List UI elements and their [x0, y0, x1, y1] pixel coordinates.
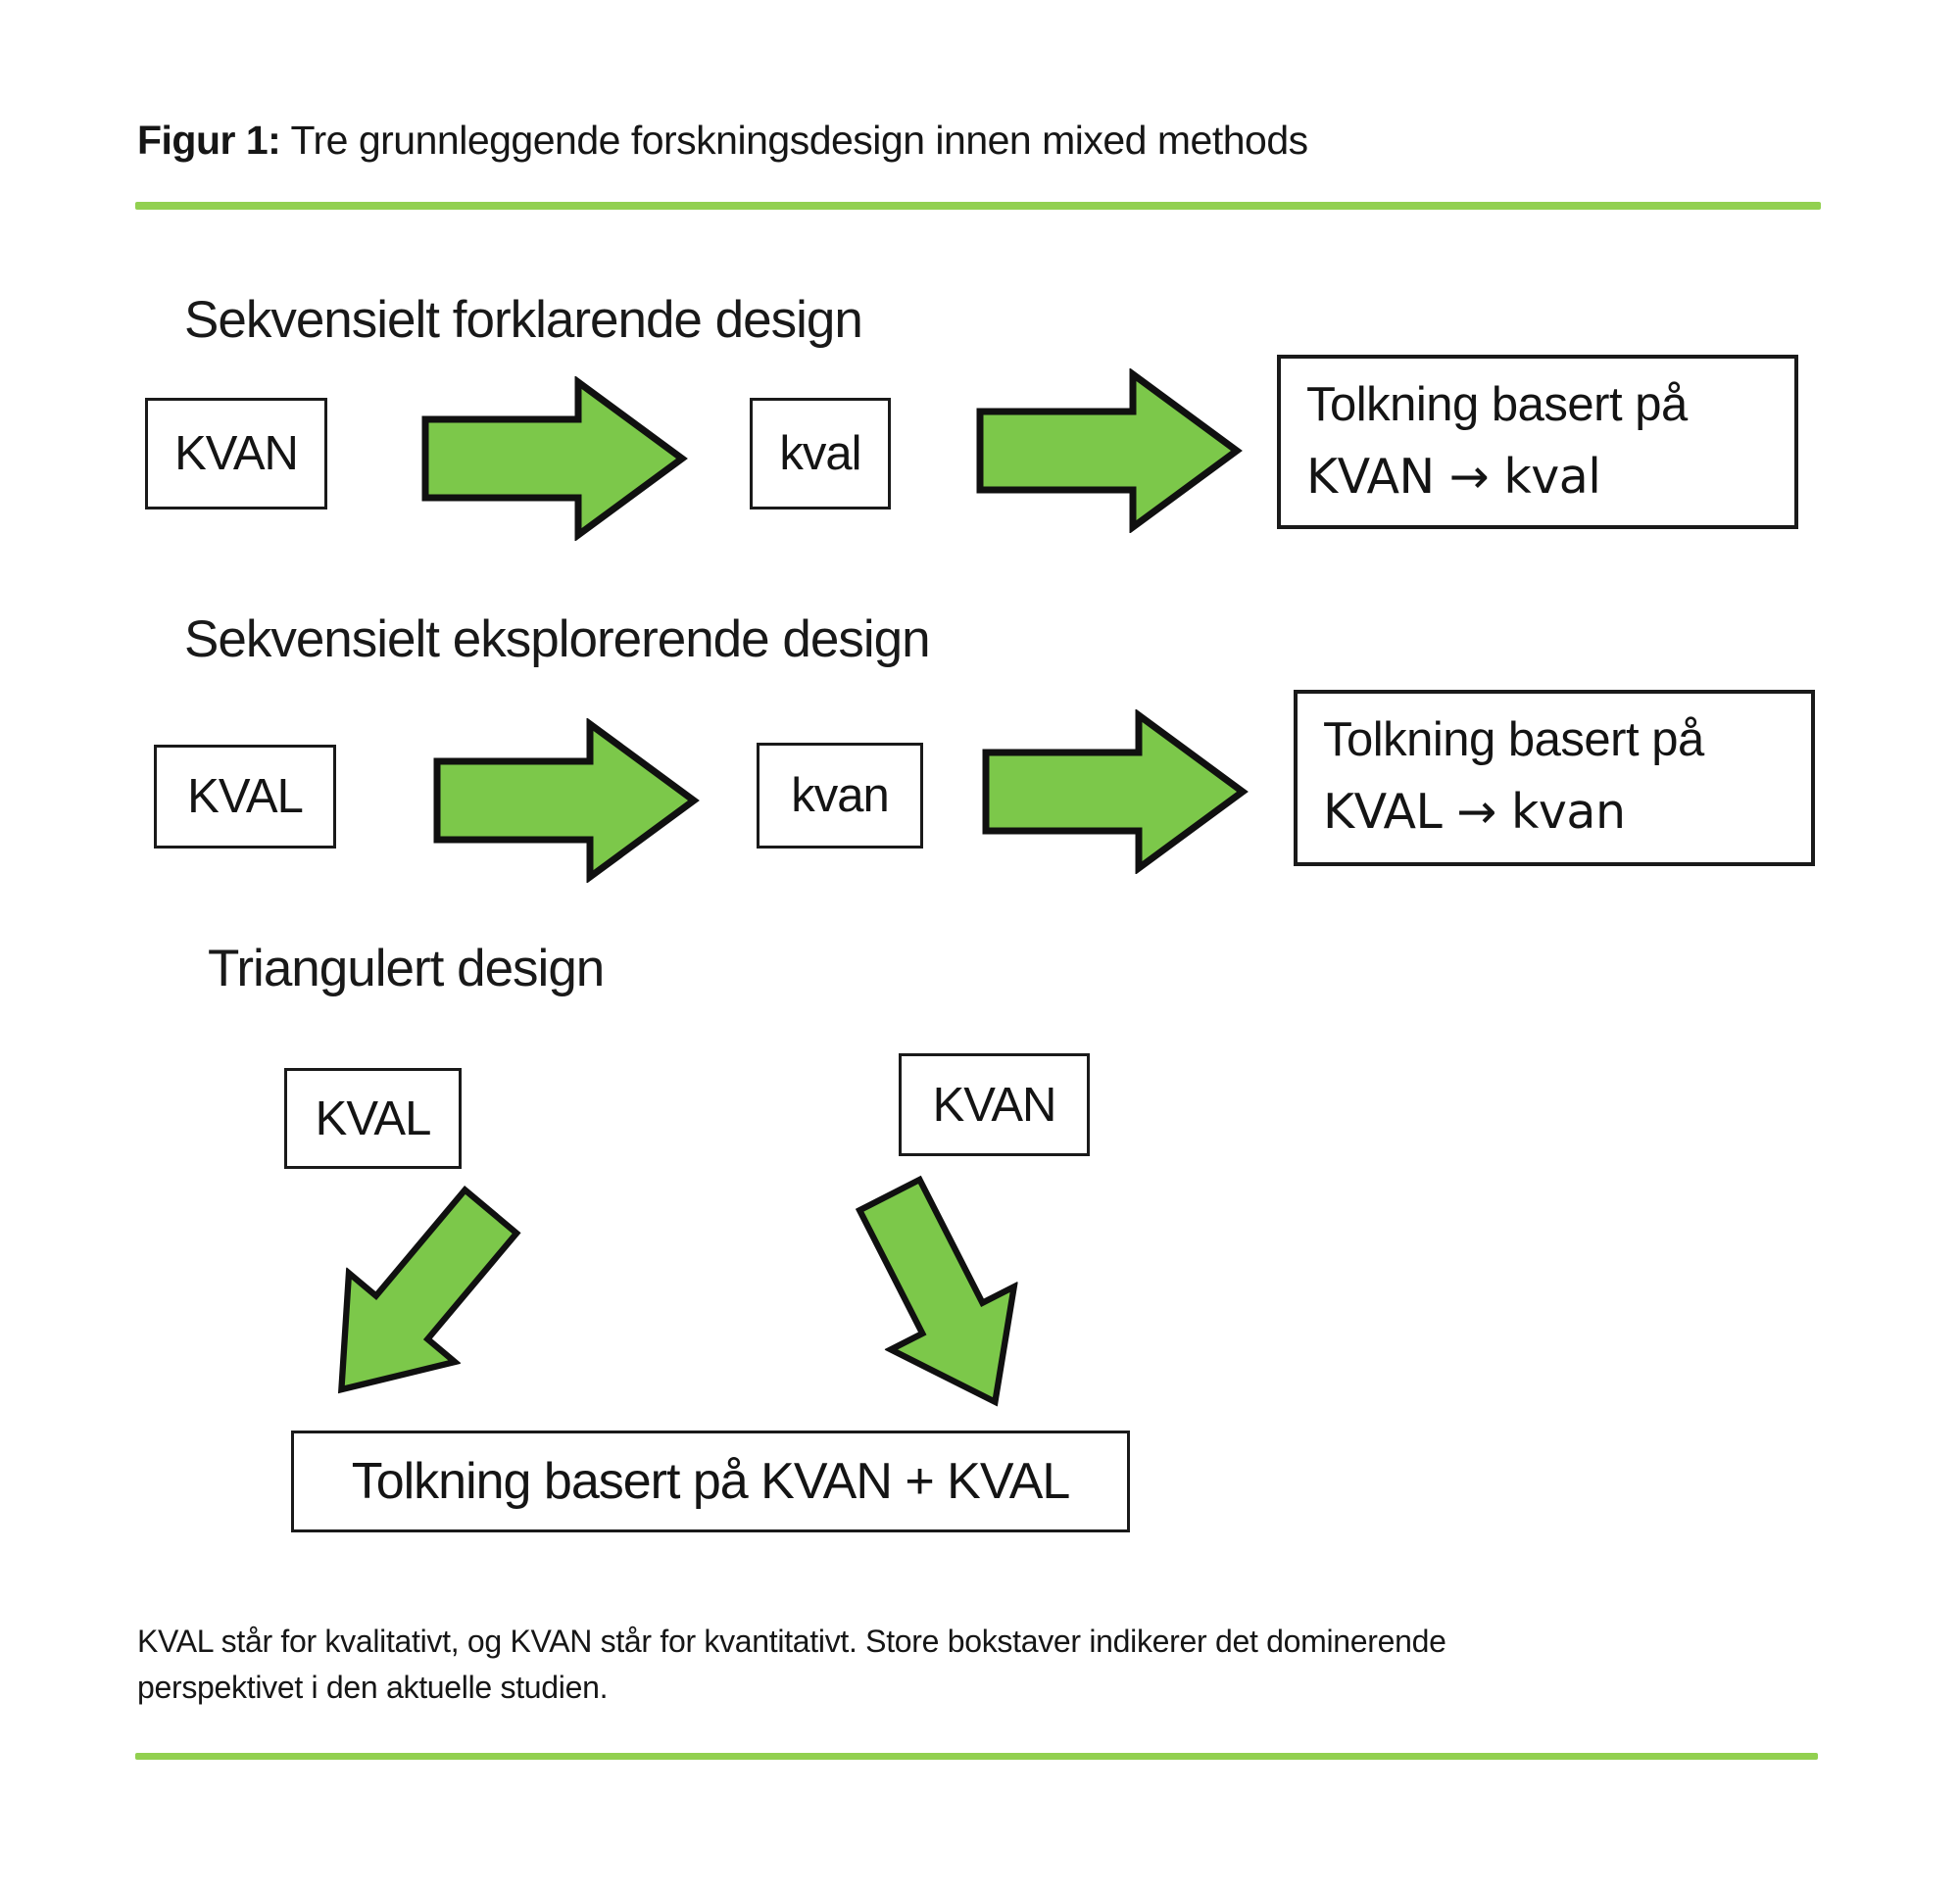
bottom-divider-rule	[135, 1753, 1818, 1760]
section3-left-box	[284, 1068, 462, 1169]
figure-title-text: Tre grunnleggende forskningsdesign innen mixed methods	[290, 118, 1308, 163]
footnote-line2: perspektivet i den aktuelle studien.	[137, 1670, 609, 1705]
block-arrow-diagonal-icon	[272, 1151, 558, 1451]
block-arrow-right-icon	[982, 709, 1249, 874]
section2-result-line1: Tolkning basert på	[1323, 713, 1704, 766]
section3-heading: Triangulert design	[208, 940, 605, 997]
section2-start-box	[154, 745, 336, 849]
section2-start-label: KVAL	[187, 770, 303, 823]
section3-right-box	[899, 1053, 1090, 1156]
section2-heading: Sekvensielt eksplorerende design	[184, 610, 930, 668]
section2-result-box	[1294, 690, 1815, 866]
section1-start-box	[145, 398, 327, 509]
section3-result-label: Tolkning basert på KVAN + KVAL	[351, 1453, 1070, 1510]
section1-mid-label: kval	[779, 427, 861, 480]
section1-heading: Sekvensielt forklarende design	[184, 291, 862, 349]
section1-mid-box	[750, 398, 891, 509]
block-arrow-right-icon	[976, 368, 1243, 533]
footnote-line1: KVAL står for kvalitativt, og KVAN står for kvantitativt. Store bokstaver indikerer det dominerende	[137, 1624, 1446, 1659]
section2-mid-label: kvan	[791, 769, 889, 822]
block-arrow-diagonal-icon	[816, 1146, 1070, 1451]
block-arrow-right-icon	[421, 376, 688, 541]
section2-result-line2: KVAL → kvan	[1323, 784, 1626, 840]
section1-start-label: KVAN	[174, 427, 298, 480]
section3-left-label: KVAL	[315, 1092, 431, 1145]
section1-result-box	[1277, 355, 1798, 529]
figure-title	[137, 118, 1308, 164]
section3-result-box	[291, 1431, 1130, 1532]
figure-footnote	[137, 1619, 1446, 1711]
top-divider-rule	[135, 202, 1821, 210]
section2-mid-box	[757, 743, 923, 849]
section1-result-line1: Tolkning basert på	[1306, 378, 1688, 431]
section3-right-label: KVAN	[932, 1078, 1056, 1132]
figure-title-prefix: Figur 1:	[137, 118, 281, 163]
section1-result-line2: KVAN → kval	[1306, 449, 1601, 505]
block-arrow-right-icon	[433, 718, 700, 883]
